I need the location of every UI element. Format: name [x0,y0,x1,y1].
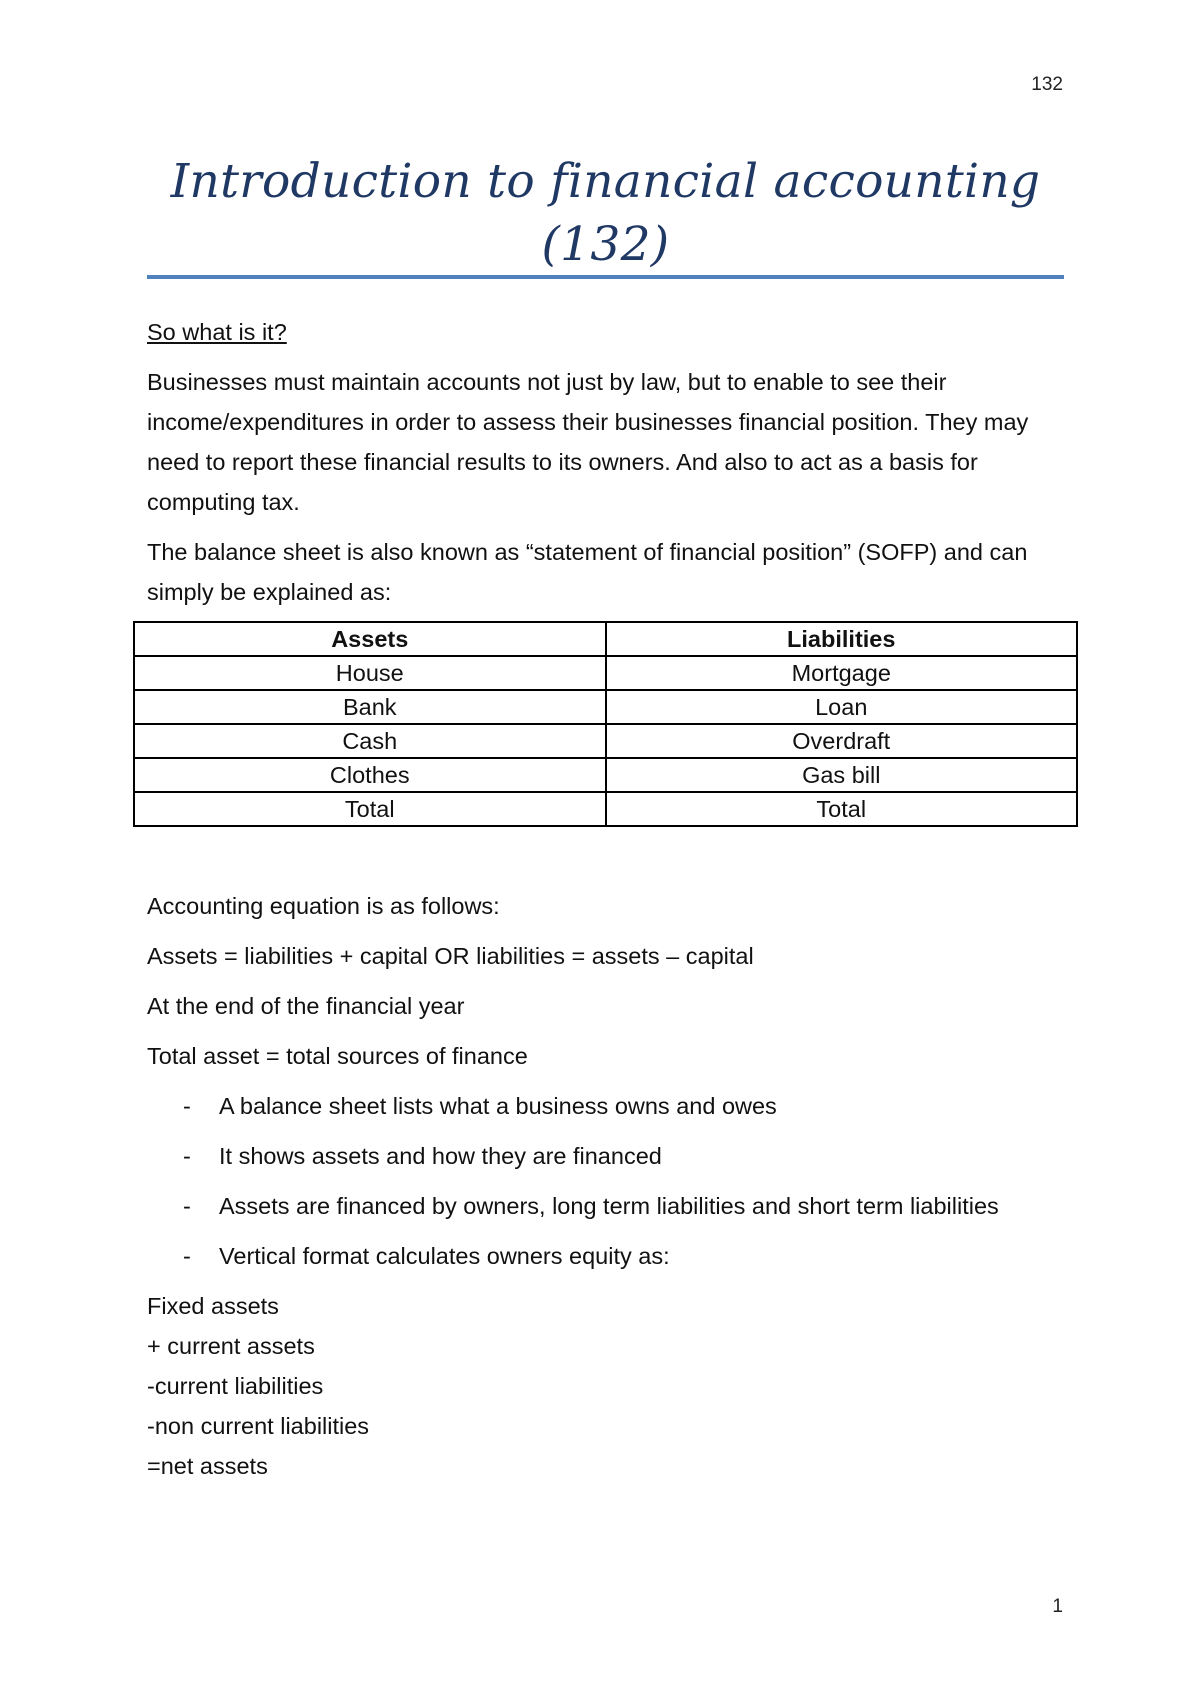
sofp-paragraph: The balance sheet is also known as “statement of financial position” (SOFP) and can simply be explained as: [147,539,1028,605]
equation-section [147,886,1067,1486]
list-item [147,1086,1067,1126]
liability-cell: Overdraft [606,724,1078,758]
table-row [134,758,1077,792]
balance-sheet-table [133,621,1078,827]
intro-paragraph: Businesses must maintain accounts not just by law, but to enable to see their income/expenditures in order to assess their businesses financial position. They may need to report these financial results to its owners. And also to act as a basis for computing tax. [147,369,1029,515]
list-item-text: Vertical format calculates owners equity as: [219,1243,670,1269]
header-assets: Assets [134,622,606,656]
equation-intro: Accounting equation is as follows: [147,893,500,919]
asset-cell: Clothes [134,758,606,792]
section-heading: So what is it? [147,319,287,345]
asset-cell: Bank [134,690,606,724]
dash-marker: - [183,1143,191,1169]
liability-cell: Loan [606,690,1078,724]
liability-cell: Gas bill [606,758,1078,792]
list-item-text: Assets are financed by owners, long term liabilities and short term liabilities [219,1193,999,1219]
table-row [134,656,1077,690]
vertical-format-block [147,1286,1067,1486]
liability-total-cell: Total [606,792,1078,826]
vertical-format-line: Fixed assets [147,1293,279,1319]
vertical-format-line: =net assets [147,1453,268,1479]
list-item-text: A balance sheet lists what a business owns and owes [219,1093,777,1119]
document-title [147,150,1064,276]
dash-marker: - [183,1243,191,1269]
list-item [147,1136,1067,1176]
vertical-format-line: + current assets [147,1333,315,1359]
asset-cell: House [134,656,606,690]
equation-formula: Assets = liabilities + capital OR liabilities = assets – capital [147,943,754,969]
header-liabilities: Liabilities [606,622,1078,656]
title-line-1: Introduction to financial accounting [170,154,1041,209]
year-end-line: At the end of the financial year [147,993,465,1019]
list-item [147,1236,1067,1276]
table-row [134,690,1077,724]
title-underline-rule [147,275,1064,279]
vertical-format-line: -current liabilities [147,1373,324,1399]
list-item-text: It shows assets and how they are financed [219,1143,662,1169]
dash-marker: - [183,1193,191,1219]
table-row [134,724,1077,758]
table-header-row [134,622,1077,656]
bullet-list [147,1086,1067,1276]
vertical-format-line: -non current liabilities [147,1413,370,1439]
asset-total-cell: Total [134,792,606,826]
total-asset-line: Total asset = total sources of finance [147,1043,528,1069]
title-line-2: (132) [541,217,670,272]
asset-cell: Cash [134,724,606,758]
dash-marker: - [183,1093,191,1119]
header-page-code: 132 [1031,74,1063,95]
footer-page-number: 1 [1052,1596,1063,1617]
intro-section [147,312,1067,622]
table-total-row [134,792,1077,826]
list-item [147,1186,1067,1226]
liability-cell: Mortgage [606,656,1078,690]
